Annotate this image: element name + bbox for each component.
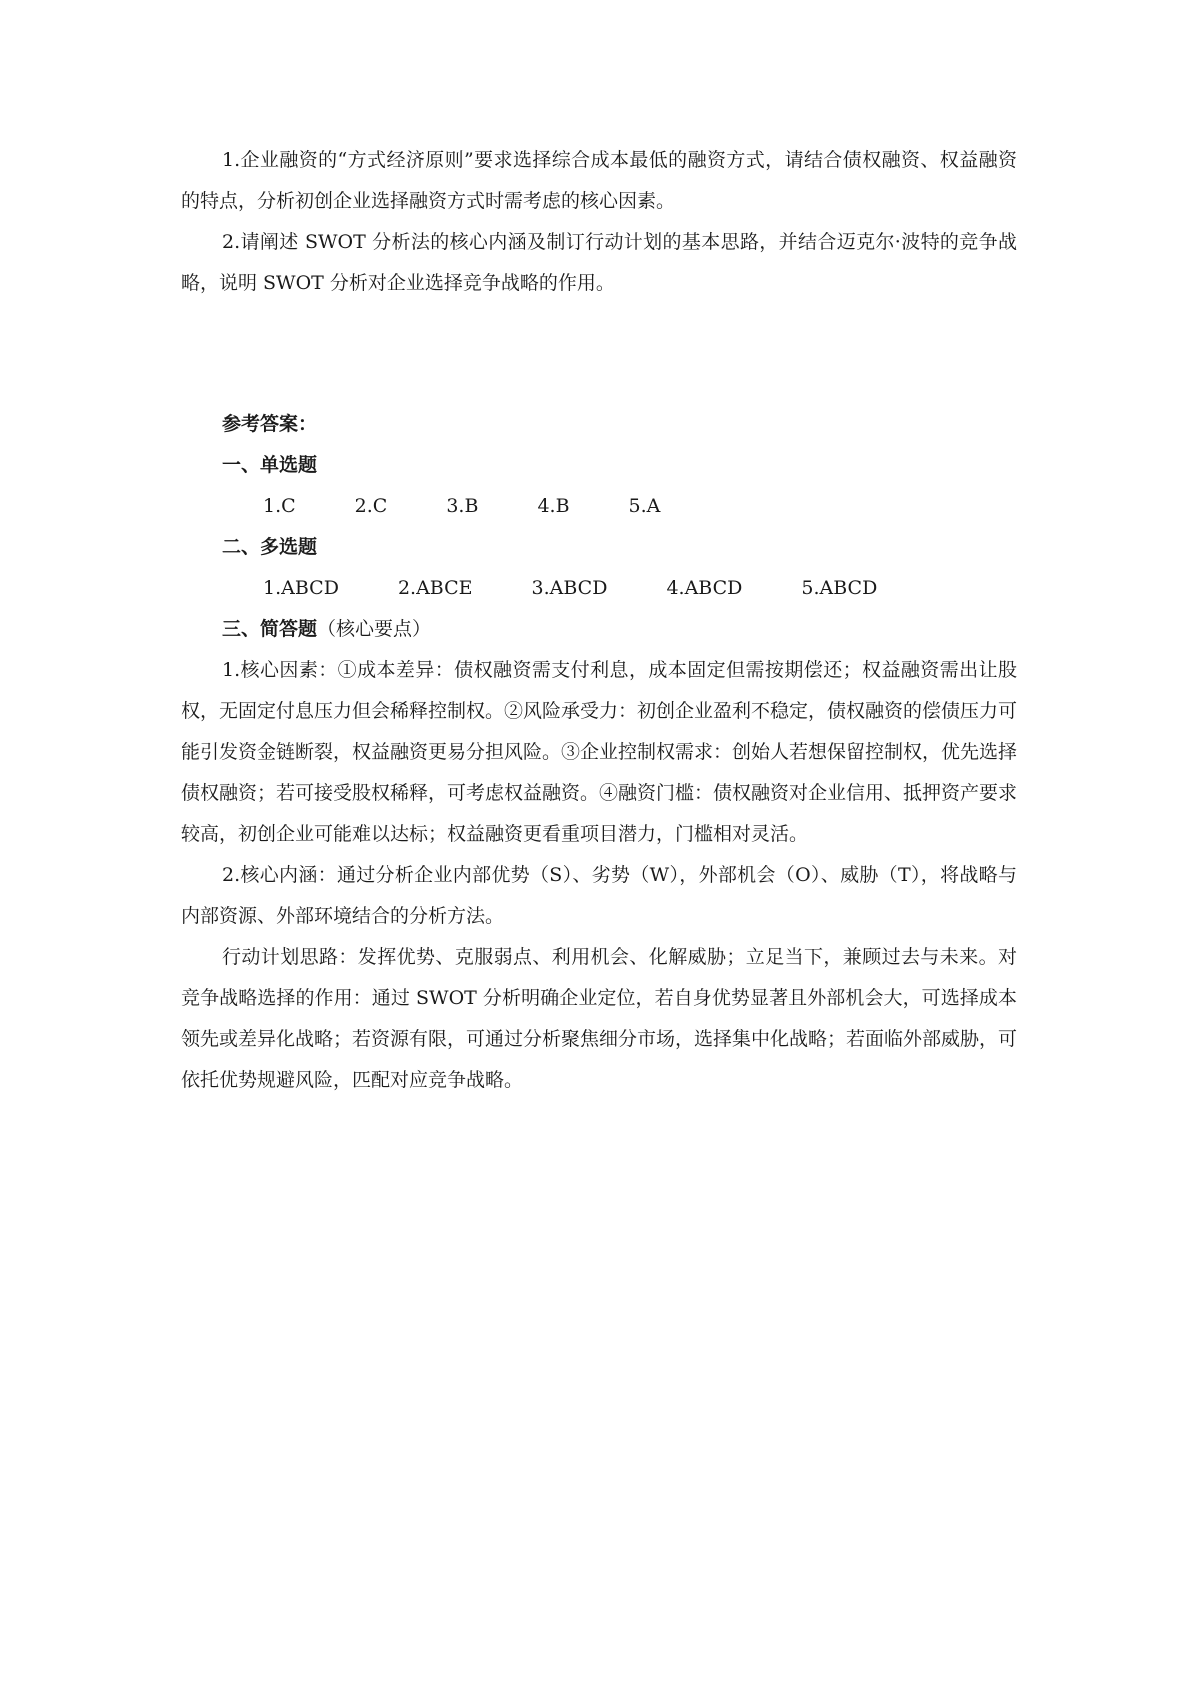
- short-answer-heading: 三、简答题: [222, 618, 318, 640]
- answer-item: 4.B: [537, 495, 570, 517]
- answer-item: 1.C: [263, 495, 296, 517]
- answer-paragraph-1: 1.核心因素：①成本差异：债权融资需支付利息，成本固定但需按期偿还；权益融资需出让股权，无固定付息压力但会稀释控制权。②风险承受力：初创企业盈利不稳定，债权融资的偿债压力可能引发资金链断裂，权益融资更易分担风险。③企业控制权需求：创始人若想保留控制权，优先选择债权融资；若可接受股权稀释，可考虑权益融资。④融资门槛：债权融资对企业信用、抵押资产要求较高，初创企业可能难以达标；权益融资更看重项目潜力，门槛相对灵活。: [181, 659, 1018, 845]
- short-answer-heading-line: [181, 609, 1017, 650]
- single-choice-answers: [181, 486, 1017, 527]
- answer-item: 2.ABCE: [397, 577, 473, 599]
- answer-item: 3.B: [446, 495, 479, 517]
- answer-item: 5.ABCD: [801, 577, 878, 599]
- question-1: 1.企业融资的“方式经济原则”要求选择综合成本最低的融资方式，请结合债权融资、权益融资的特点，分析初创企业选择融资方式时需考虑的核心因素。: [181, 149, 1017, 212]
- short-answer-note: （核心要点）: [317, 618, 432, 640]
- answer-item: 1.ABCD: [263, 577, 339, 599]
- document-page: [181, 140, 1017, 1101]
- question-2: 2.请阐述 SWOT 分析法的核心内涵及制订行动计划的基本思路，并结合迈克尔·波特的竞争战略，说明 SWOT 分析对企业选择竞争战略的作用。: [181, 231, 1017, 294]
- answer-item: 3.ABCD: [531, 577, 608, 599]
- reference-title: 参考答案：: [222, 413, 318, 435]
- answer-paragraph-2: 2.核心内涵：通过分析企业内部优势（S）、劣势（W），外部机会（O）、威胁（T），将战略与内部资源、外部环境结合的分析方法。: [181, 864, 1017, 927]
- spacer: [181, 304, 1017, 404]
- single-choice-heading: 一、单选题: [222, 454, 318, 476]
- answer-item: 4.ABCD: [666, 577, 743, 599]
- answer-item: 2.C: [354, 495, 388, 517]
- answer-paragraph-3: 行动计划思路：发挥优势、克服弱点、利用机会、化解威胁；立足当下，兼顾过去与未来。对竞争战略选择的作用：通过 SWOT 分析明确企业定位，若自身优势显著且外部机会大，可选择成本领先或差异化战略；若资源有限，可通过分析聚焦细分市场，选择集中化战略；若面临外部威胁，可依托优势规避风险，匹配对应竞争战略。: [181, 946, 1018, 1091]
- answer-item: 5.A: [628, 495, 661, 517]
- multi-choice-answers: [181, 568, 1017, 609]
- multi-choice-heading: 二、多选题: [222, 536, 318, 558]
